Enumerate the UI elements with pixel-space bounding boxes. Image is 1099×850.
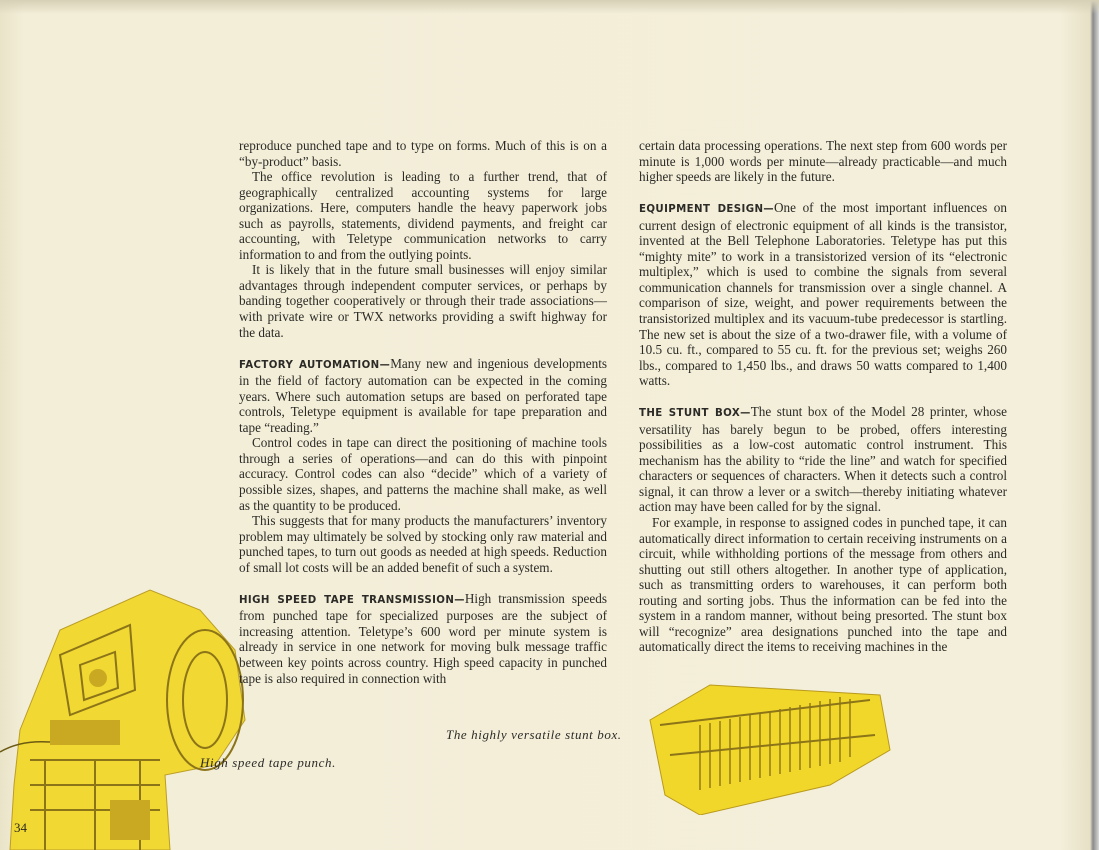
stunt-box-illustration [640, 665, 892, 815]
section-heading: EQUIPMENT DESIGN— [639, 204, 774, 216]
paragraph: This suggests that for many products the manufacturers’ inventory problem may ultimately be solved by stocking only raw material and punched tapes, to turn out goods as needed at high speeds. Reduction of small lot costs will be an added benefit of such a system. [239, 513, 607, 575]
paragraph: The office revolution is leading to a further trend, that of geographically centralized accounting systems for large organizations. Here, computers handle the heavy paperwork jobs such as payrolls, statements, dividend payments, and freight car accounting, with Teletype communication networks to carry information to and from the outlying points. [239, 169, 607, 262]
factory-automation-section [239, 356, 607, 436]
stunt-box-section [639, 404, 1007, 515]
section-text: Many new and ingenious developments in the field of factory automation can be expected in the coming years. Where such automation setups are based on perforated tape controls, Teletype equipment is available for tape preparation and tape “reading.” [239, 355, 607, 435]
section-heading: THE STUNT BOX— [639, 408, 751, 420]
page-number: 34 [14, 820, 27, 835]
section-text: High transmission speeds from punched tape for specialized purposes are the subject of increasing attention. Teletype’s 600 word per minute system is already in service in one network for moving bulk message traffic between key points across country. High speed capacity in punched tape is also required in connection with [239, 590, 607, 686]
right-text-column [639, 138, 1007, 655]
left-text-column [239, 138, 607, 686]
tape-punch-caption: High speed tape punch. [200, 755, 336, 770]
section-text: One of the most important influences on current design of electronic equipment of all kinds is the transistor, invented at the Bell Telephone Laboratories. Teletype has put this “mighty mite” to work in a transistorized version of its “electronic multiplex,” which is used to combine the signals from several communication channels for transmission over a single channel. A comparison of size, weight, and power requirements between the transistorized multiplex and its vacuum-tube predecessor is startling. The new set is about the size of a two-drawer file, with a volume of 10.5 cu. ft., compared to 55 cu. ft. for the previous set; weighs 260 lbs., compared to 1,450 lbs., and draws 50 watts compared to 1,400 watts. [639, 200, 1007, 389]
tape-punch-illustration [0, 570, 260, 850]
paragraph: It is likely that in the future small businesses will enjoy similar advantages through independent computer services, or perhaps by banding together cooperatively or through their trade associations—with private wire or TWX networks providing a swift highway for the data. [239, 262, 607, 340]
high-speed-transmission-section [239, 591, 607, 686]
paragraph: For example, in response to assigned codes in punched tape, it can automatically direct information to certain receiving instruments on a circuit, while withholding portions of the message from others and shutting out still others altogether. In another type of application, such as transmitting orders to warehouses, it can perform both routing and sorting jobs. Thus the information can be fed into the system in a random manner, without being presorted. The stunt box will “recognize” area designations punched into the tape and automatically direct the items to receiving machines in the [639, 515, 1007, 655]
page-top-shadow [0, 0, 1099, 14]
equipment-design-section [639, 200, 1007, 389]
stunt-box-caption: The highly versatile stunt box. [446, 727, 622, 742]
paragraph: reproduce punched tape and to type on forms. Much of this is on a “by-product” basis. [239, 138, 607, 169]
section-text: The stunt box of the Model 28 printer, whose versatility has barely begun to be probed, offers interesting possibilities as a low-cost automatic control instrument. This mechanism has the ability to “ride the line” and watch for specified characters or sequences of characters. When it detects such a control signal, it can throw a lever or a switch—thereby initiating whatever action may have been called for by the signal. [639, 404, 1007, 515]
section-heading: FACTORY AUTOMATION— [239, 359, 391, 371]
paragraph: certain data processing operations. The next step from 600 words per minute is 1,000 words per minute—already practicable—and much higher speeds are likely in the future. [639, 138, 1007, 185]
section-heading: HIGH SPEED TAPE TRANSMISSION— [239, 594, 465, 606]
paragraph: Control codes in tape can direct the positioning of machine tools through a series of operations—and can do this with pinpoint accuracy. Control codes can also “decide” which of a variety of possible sizes, shapes, and patterns the machine shall make, as well as the quantity to be produced. [239, 435, 607, 513]
